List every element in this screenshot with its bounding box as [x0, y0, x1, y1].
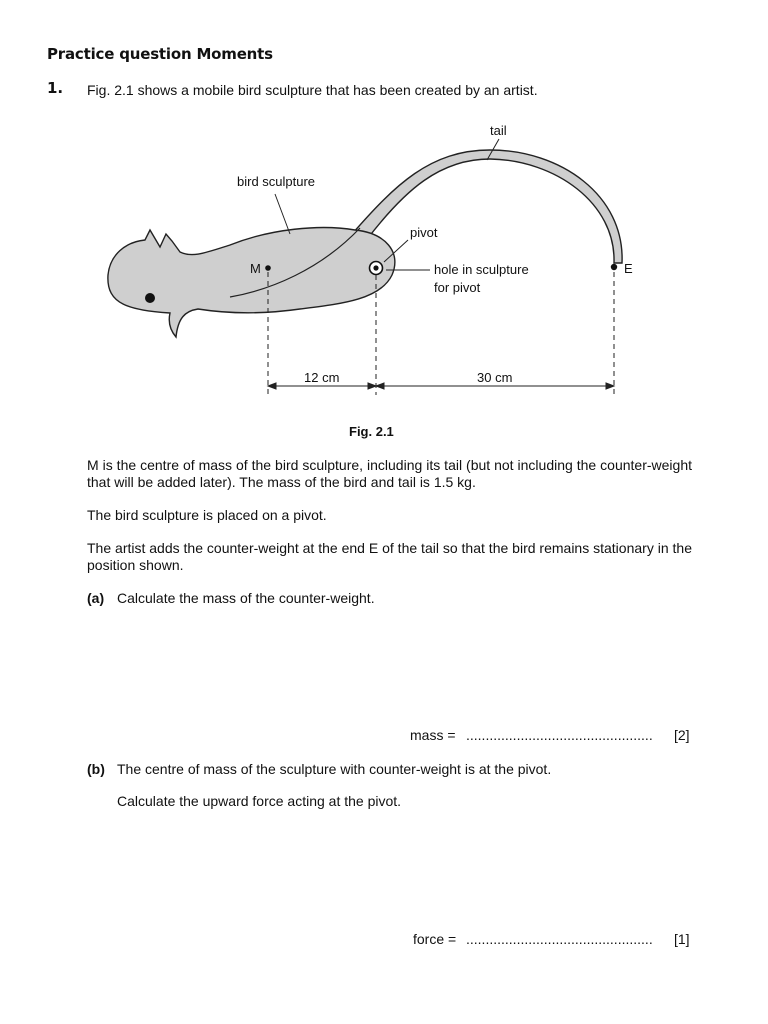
mass-marks: [2]: [674, 727, 690, 743]
label-dim-12cm: 12 cm: [304, 370, 340, 385]
force-marks: [1]: [674, 931, 690, 947]
force-answer-line[interactable]: ................................................: [466, 931, 653, 947]
label-dim-30cm: 30 cm: [477, 370, 513, 385]
end-point-e: [611, 264, 617, 270]
question-intro: Fig. 2.1 shows a mobile bird sculpture that has been created by an artist.: [87, 82, 538, 98]
question-number: 1.: [47, 79, 64, 97]
paragraph-pivot: The bird sculpture is placed on a pivot.: [87, 507, 327, 523]
part-a-text: Calculate the mass of the counter-weight.: [117, 590, 375, 606]
centre-of-mass-dot: [265, 265, 271, 271]
mass-answer-label: mass =: [410, 727, 456, 743]
label-pivot: pivot: [410, 225, 438, 240]
force-answer-label: force =: [413, 931, 457, 947]
paragraph-centre-of-mass: M is the centre of mass of the bird sculpture, including its tail (but not including the counter-weight that will be added later). The mass of the bird and tail is 1.5 kg.: [87, 457, 692, 490]
tail-shape: [352, 150, 622, 263]
mass-answer-line[interactable]: ................................................: [466, 727, 653, 743]
bird-sculpture-figure: [96, 112, 656, 412]
label-bird-sculpture: bird sculpture: [237, 174, 316, 189]
worksheet-heading: Practice question Moments: [47, 45, 273, 63]
figure-caption: Fig. 2.1: [349, 424, 394, 439]
pivot-point: [373, 265, 378, 270]
label-e: E: [624, 261, 633, 276]
label-m: M: [250, 261, 261, 276]
part-b-label: (b): [87, 761, 105, 777]
bird-eye: [145, 293, 155, 303]
leader-bird: [275, 194, 290, 234]
label-hole-line1: hole in sculpture: [434, 262, 529, 277]
part-b-text: The centre of mass of the sculpture with counter-weight is at the pivot.: [117, 761, 552, 777]
part-b-text2: Calculate the upward force acting at the pivot.: [117, 793, 402, 809]
part-a-label: (a): [87, 590, 105, 606]
paragraph-counter-weight: The artist adds the counter-weight at the end E of the tail so that the bird remains stationary in the position shown.: [87, 540, 692, 573]
bird-body: [108, 228, 395, 337]
label-hole-line2: for pivot: [434, 280, 481, 295]
label-tail: tail: [490, 123, 507, 138]
